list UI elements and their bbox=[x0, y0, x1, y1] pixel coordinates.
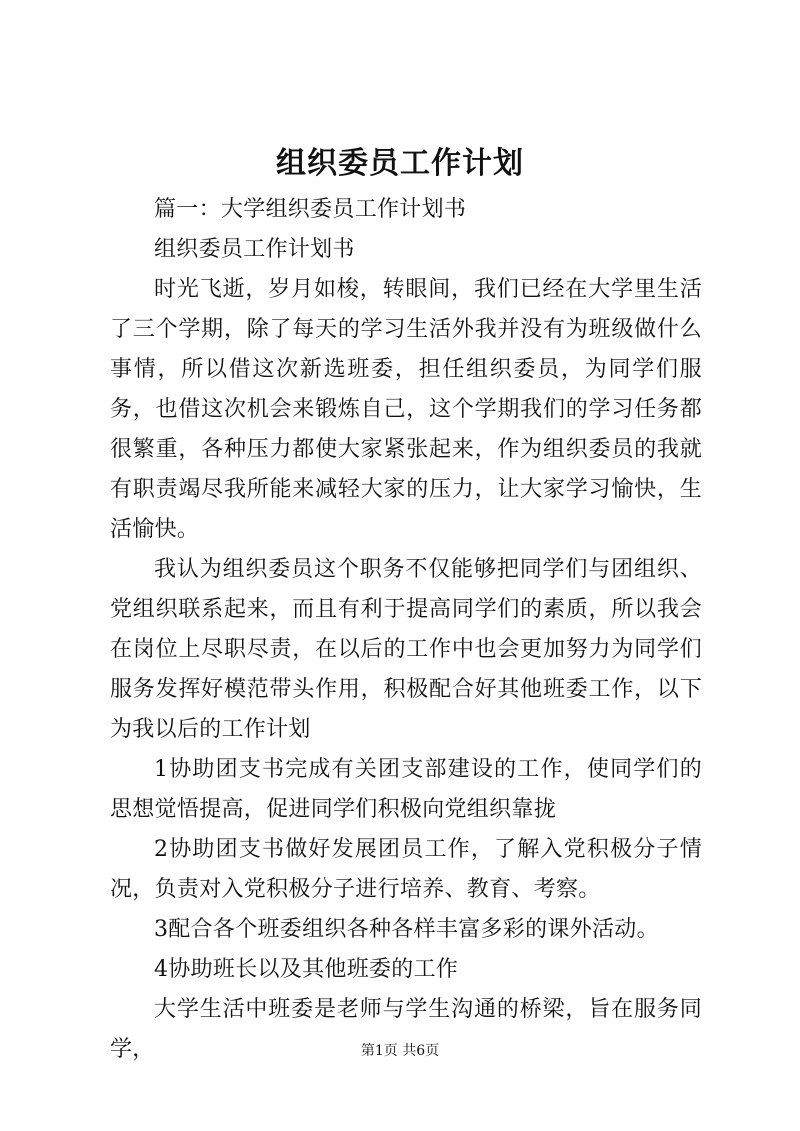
page-footer: 第1页 共6页 bbox=[360, 1043, 440, 1059]
document-body bbox=[110, 190, 702, 1070]
list-item: 1协助团支书完成有关团支部建设的工作，使同学们的思想觉悟提高，促进同学们积极向党组织靠拢 bbox=[110, 757, 702, 822]
document-title: 组织委员工作计划 bbox=[276, 146, 524, 181]
list-item: 3配合各个班委组织各种各样丰富多彩的课外活动。 bbox=[154, 917, 659, 942]
paragraph: 大学生活中班委是老师与学生沟通的桥梁，旨在服务同学， bbox=[110, 997, 702, 1062]
paragraph: 时光飞逝，岁月如梭，转眼间，我们已经在大学里生活了三个学期，除了每天的学习生活外我并没有为班级做什么事情，所以借这次新选班委，担任组织委员，为同学们服务，也借这次机会来锻炼自己，这个学期我们的学习任务都很繁重，各种压力都使大家紧张起来，作为组织委员的我就有职责竭尽我所能来减轻大家的压力，让大家学习愉快，生活愉快。 bbox=[110, 277, 702, 542]
list-item: 2协助团支书做好发展团员工作，了解入党积极分子情况，负责对入党积极分子进行培养、教育、考察。 bbox=[110, 837, 702, 902]
subsection-heading: 组织委员工作计划书 bbox=[154, 237, 355, 262]
list-item: 4协助班长以及其他班委的工作 bbox=[154, 957, 459, 982]
paragraph: 我认为组织委员这个职务不仅能够把同学们与团组织、党组织联系起来，而且有利于提高同学们的素质，所以我会在岗位上尽职尽责，在以后的工作中也会更加努力为同学们服务发挥好模范带头作用，积极配合好其他班委工作，以下为我以后的工作计划 bbox=[110, 557, 702, 742]
section-heading: 篇一：大学组织委员工作计划书 bbox=[154, 197, 467, 222]
